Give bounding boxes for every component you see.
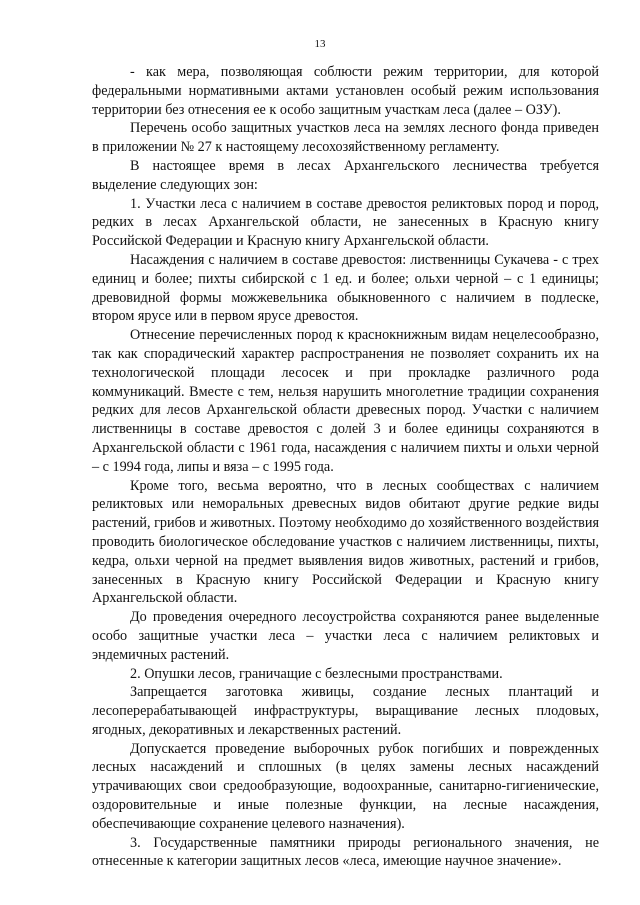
paragraph: Допускается проведение выборочных рубок погибших и поврежденных лесных насаждений и сплошных (в целях замены лесных насаждений утрачивающих свои средообразующие, водоохранные, санитарно-гигиенические, оздоровительные и иные полезные функции, на лесные насаждения, обеспечивающие сохранение целевого назначения).	[92, 740, 599, 832]
paragraph: Запрещается заготовка живицы, создание лесных плантаций и лесоперерабатывающей инфраструктуры, выращивание лесных плодовых, ягодных, декоративных и лекарственных растений.	[92, 684, 599, 738]
paragraph: До проведения очередного лесоустройства сохраняются ранее выделенные особо защитные участки леса – участки леса с наличием реликтовых и эндемичных растений.	[92, 609, 599, 663]
paragraph: 1. Участки леса с наличием в составе древостоя реликтовых пород и пород, редких в лесах Архангельской области, не занесенных в Красную книгу Российской Федерации и Красную книгу Архангельской области.	[92, 195, 599, 250]
paragraph: 3. Государственные памятники природы регионального значения, не отнесенные к категории защитных лесов «леса, имеющие научное значение».	[92, 834, 599, 870]
page-number: 13	[314, 38, 326, 50]
paragraph: Отнесение перечисленных пород к краснокнижным видам нецелесообразно, так как спорадический характер распространения не позволяет сохранить их на технологической площади лесосек и при прокладке различного рода коммуникаций. Вместе с тем, нельзя нарушить многолетние традиции сохранения редких для лесов Архангельской области древесных пород. Участки с наличием лиственницы в составе древостоя с долей 3 и более единицы сохраняются в Архангельской области с 1961 года, насаждения с наличием пихты и ольхи черной – с 1994 года, липы и вяза – с 1995 года.	[92, 327, 599, 475]
paragraph: Перечень особо защитных участков леса на землях лесного фонда приведен в приложении № 27 к настоящему лесохозяйственному регламенту.	[92, 120, 599, 156]
paragraph: Кроме того, весьма вероятно, что в лесных сообществах с наличием реликтовых или неморальных древесных видов обитают другие редкие виды растений, грибов и животных. Поэтому необходимо до хозяйственного воздействия проводить биологическое обследование участков с наличием лиственницы, пихты, кедра, ольхи черной на предмет выявления видов животных, растений и грибов, занесенных в Красную книгу Российской Федерации и Красную книгу Архангельской области.	[92, 477, 599, 607]
document-body	[92, 63, 599, 871]
paragraph: В настоящее время в лесах Архангельского лесничества требуется выделение следующих зон:	[92, 157, 599, 193]
paragraph: - как мера, позволяющая соблюсти режим территории, для которой федеральными нормативными актами установлен особый режим использования территории без отнесения ее к особо защитным участкам леса (далее – ОЗУ).	[92, 64, 599, 118]
paragraph: Насаждения с наличием в составе древостоя: лиственницы Сукачева - с трех единиц и более; пихты сибирской с 1 ед. и более; ольхи черной – с 1 единицы; древовидной формы можжевельника обыкновенного с наличием в подлеске, втором ярусе или в первом ярусе древостоя.	[92, 251, 599, 325]
paragraph: 2. Опушки лесов, граничащие с безлесными пространствами.	[130, 665, 503, 682]
